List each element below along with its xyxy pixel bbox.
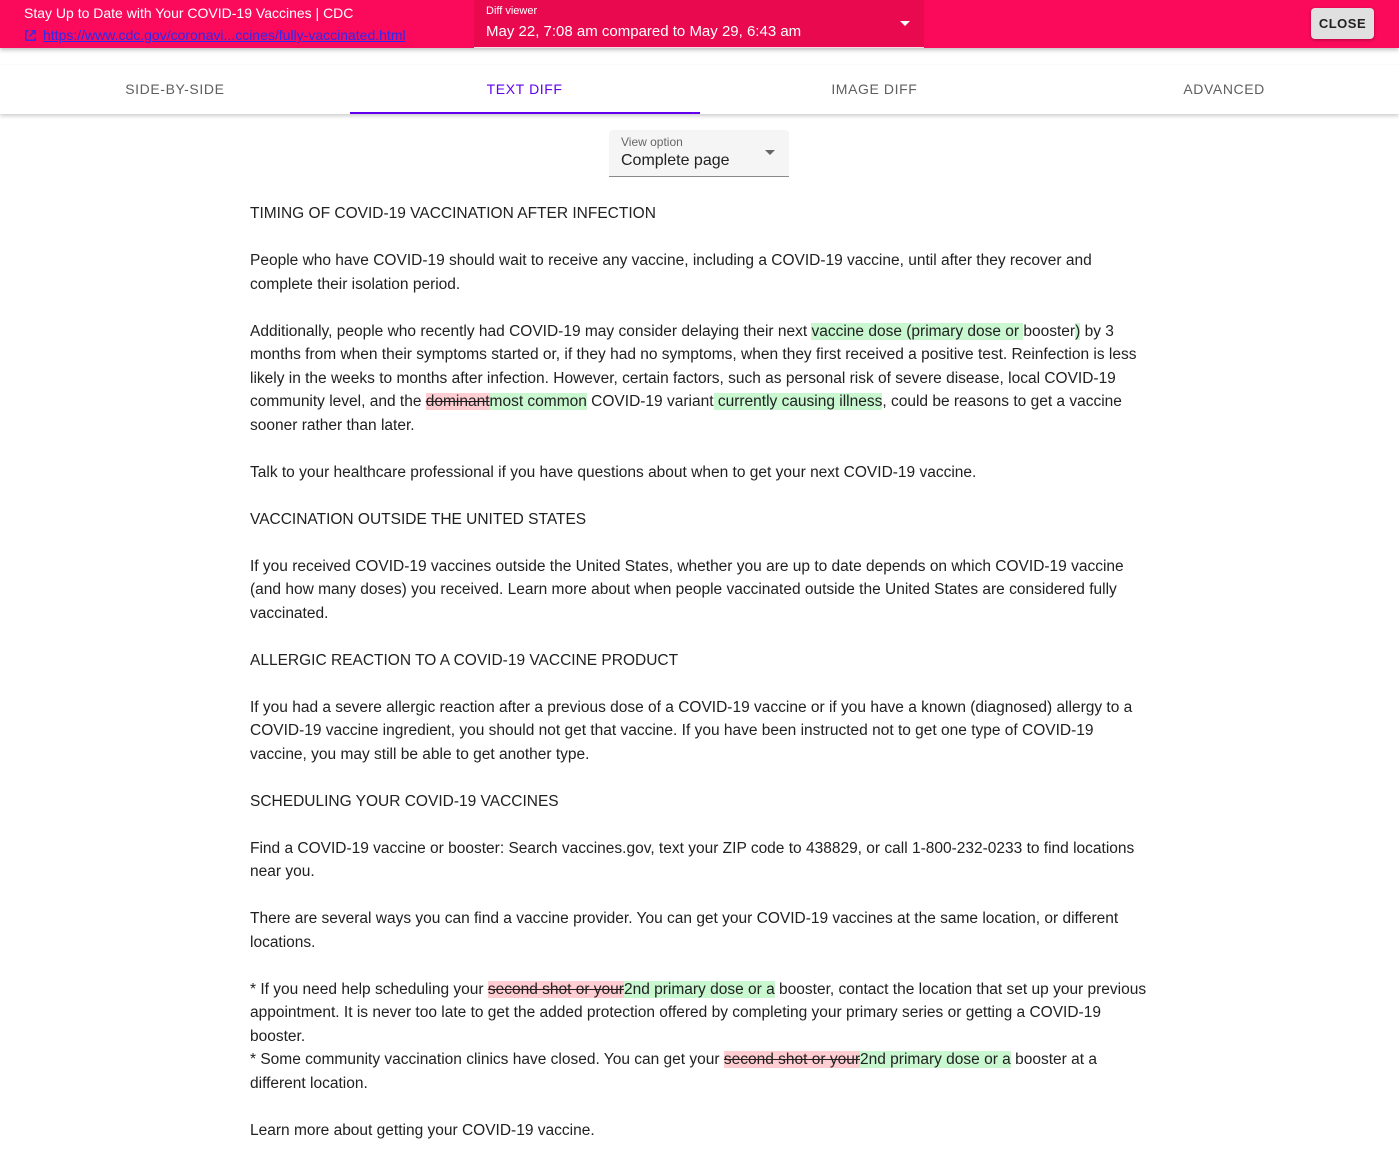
page-url-link[interactable]: https://www.cdc.gov/coronavi...ccines/fully-vaccinated.html <box>43 27 406 43</box>
unchanged-text: * Some community vaccination clinics have closed. You can get your <box>250 1051 724 1068</box>
unchanged-text: by 3 months from when their symptoms started or, if they had no symptoms, when they first received a positive test. Reinfection is less likely in the weeks to months after infection. However, certain factors, such as personal risk of severe disease, local COVID-19 community level, and the <box>250 322 1137 410</box>
added-text: currently causing illness <box>713 393 883 410</box>
tab-side-by-side[interactable]: SIDE-BY-SIDE <box>125 81 225 97</box>
header-bar <box>0 0 1399 48</box>
section-heading-scheduling: SCHEDULING YOUR COVID-19 VACCINES <box>250 792 559 810</box>
close-button[interactable]: CLOSE <box>1311 8 1374 39</box>
bullet-with-changes <box>250 978 1150 1049</box>
view-option-value: Complete page <box>621 152 730 169</box>
removed-text: dominant <box>425 393 490 410</box>
added-text: most common <box>489 393 587 410</box>
removed-text: second shot or your <box>723 1051 861 1068</box>
tab-bar <box>0 65 1399 114</box>
paragraph: Learn more about getting your COVID-19 vaccine. <box>250 1121 595 1139</box>
section-heading-outside-us: VACCINATION OUTSIDE THE UNITED STATES <box>250 510 587 528</box>
paragraph: People who have COVID-19 should wait to receive any vaccine, including a COVID-19 vaccine, until after they recover and complete their isolation period. <box>250 252 1092 293</box>
tab-advanced[interactable]: ADVANCED <box>1183 81 1265 97</box>
caret-down-icon <box>900 21 910 26</box>
removed-text: second shot or your <box>487 980 624 998</box>
unchanged-text: booster at a different location. <box>250 1051 1097 1092</box>
paragraph: Find a COVID-19 vaccine or booster: Search vaccines.gov, text your ZIP code to 438829, or call 1-800-232-0233 to find locations near you. <box>250 839 1135 880</box>
unchanged-text: , could be reasons to get a vaccine sooner rather than later. <box>250 393 1122 434</box>
paragraph: There are several ways you can find a vaccine provider. You can get your COVID-19 vaccines at the same location, or different locations. <box>250 910 1119 951</box>
tab-image-diff[interactable]: IMAGE DIFF <box>831 81 918 97</box>
diff-viewer-value: May 22, 7:08 am compared to May 29, 6:43 am <box>486 23 802 40</box>
unchanged-text: COVID-19 variant <box>586 393 714 410</box>
added-text: vaccine dose (primary dose or <box>811 322 1024 340</box>
added-text: 2nd primary dose or a <box>860 1051 1011 1068</box>
view-option-select[interactable] <box>609 130 789 177</box>
paragraph: If you received COVID-19 vaccines outside the United States, whether you are up to date depends on which COVID-19 vaccine (and how many doses) you received. Learn more about when people vaccinated outside the United States are considered fully vaccinated. <box>250 557 1124 622</box>
diff-viewer-label: Diff viewer <box>486 5 538 17</box>
unchanged-text: booster <box>1023 322 1076 340</box>
tab-text-diff[interactable]: TEXT DIFF <box>350 65 700 114</box>
paragraph: If you had a severe allergic reaction after a previous dose of a COVID-19 vaccine or if you have a known (diagnosed) allergy to a COVID-19 vaccine ingredient, you should not get that vaccine. If you have been instructed not to get one type of COVID-19 vaccine, you may still be able to get another type. <box>250 698 1133 763</box>
diff-content <box>250 202 1150 1166</box>
paragraph: Talk to your healthcare professional if you have questions about when to get your next COVID-19 vaccine. <box>250 463 977 481</box>
bullet-with-changes <box>250 1048 1150 1095</box>
unchanged-text: Additionally, people who recently had COVID-19 may consider delaying their next <box>250 322 812 340</box>
added-text: 2nd primary dose or a <box>623 980 775 998</box>
caret-down-icon <box>765 150 775 155</box>
section-heading-allergic-reaction: ALLERGIC REACTION TO A COVID-19 VACCINE PRODUCT <box>250 651 679 669</box>
external-link-icon <box>24 29 37 42</box>
view-option-label: View option <box>621 135 683 149</box>
added-text: ) <box>1075 322 1081 340</box>
diff-viewer-select[interactable] <box>474 0 924 48</box>
unchanged-text: booster, contact the location that set up your previous appointment. It is never too late to get the added protection offered by completing your primary series or getting a COVID-19 booster. <box>250 980 1147 1045</box>
url-row <box>24 27 406 43</box>
page-title: Stay Up to Date with Your COVID-19 Vaccines | CDC <box>24 5 354 21</box>
section-heading-timing: TIMING OF COVID-19 VACCINATION AFTER INFECTION <box>250 205 656 222</box>
unchanged-text: * If you need help scheduling your <box>250 980 488 998</box>
paragraph-with-changes <box>250 320 1150 438</box>
